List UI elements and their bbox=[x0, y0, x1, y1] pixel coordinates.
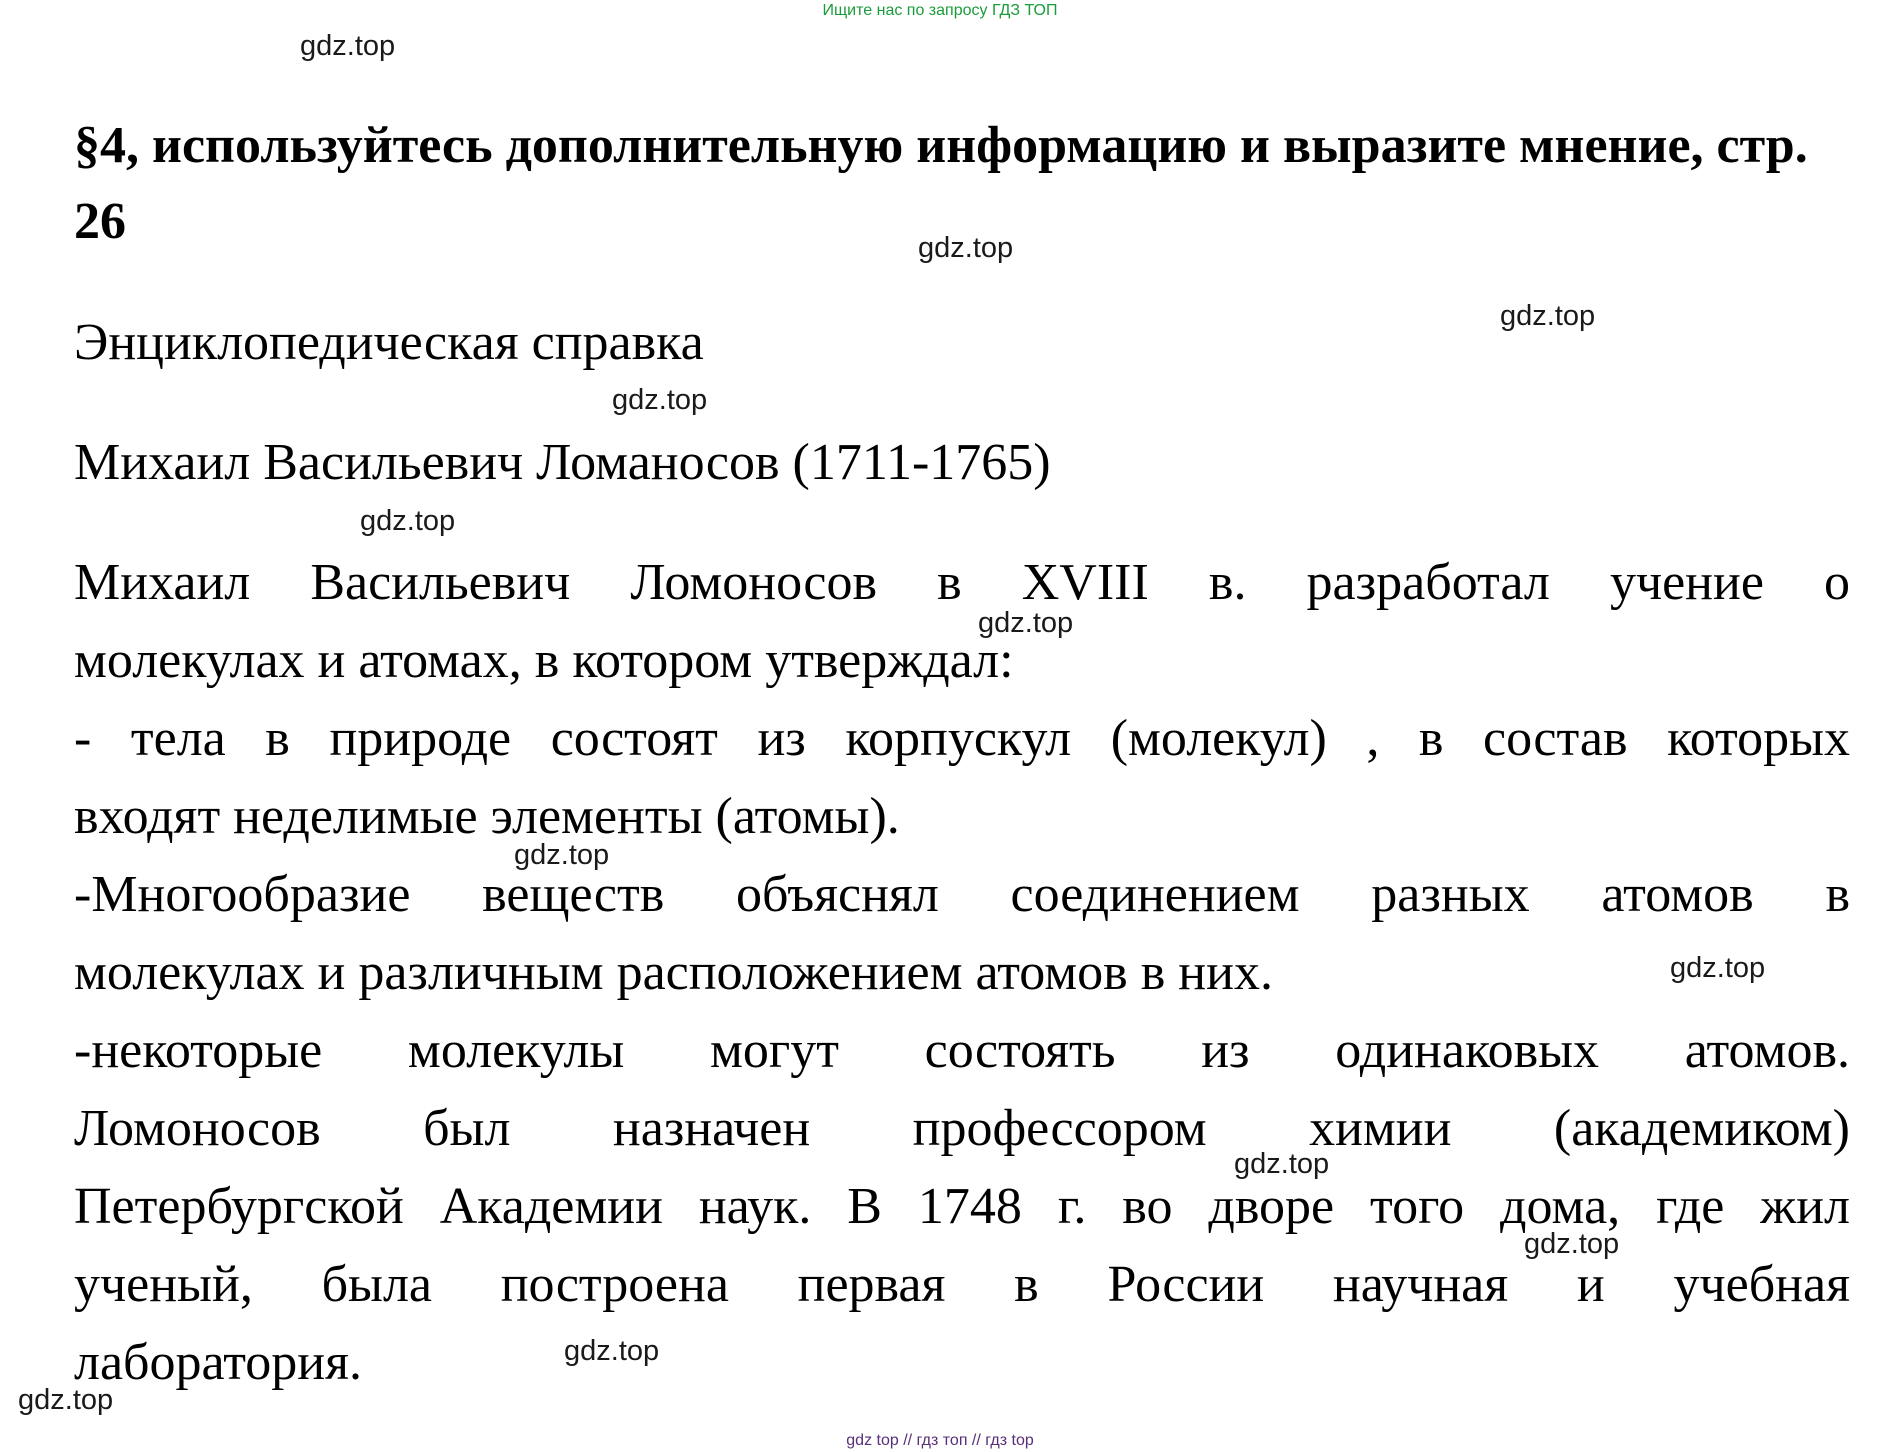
body-line: молекулах и различным расположением атомов в них. bbox=[74, 944, 1273, 1001]
watermark: gdz.top bbox=[1500, 300, 1596, 332]
watermark: gdz.top bbox=[1670, 952, 1766, 984]
body-line: молекулах и атомах, в котором утверждал: bbox=[74, 632, 1014, 689]
body-line: - тела в природе состоят из корпускул (молекул) , в состав которых bbox=[74, 710, 1850, 767]
footer-links: gdz top // гдз топ // гдз top bbox=[846, 1432, 1034, 1449]
top-banner: Ищите нас по запросу ГДЗ ТОП bbox=[822, 2, 1058, 19]
body-line: лаборатория. bbox=[74, 1334, 363, 1391]
body-line: Петербургской Академии наук. В 1748 г. во дворе того дома, где жил bbox=[74, 1178, 1850, 1235]
page-title: §4, используйтесь дополнительную информацию и выразите мнение, стр. 26 bbox=[74, 117, 1808, 250]
watermark: gdz.top bbox=[978, 607, 1074, 639]
watermark: gdz.top bbox=[564, 1335, 660, 1367]
body-line: -некоторые молекулы могут состоять из одинаковых атомов. bbox=[74, 1022, 1850, 1079]
watermark: gdz.top bbox=[1234, 1148, 1330, 1180]
body-line: входят неделимые элементы (атомы). bbox=[74, 788, 900, 845]
body-line: -Многообразие веществ объяснял соединением разных атомов в bbox=[74, 866, 1850, 923]
watermark: gdz.top bbox=[918, 232, 1014, 264]
person-name: Михаил Васильевич Ломаносов (1711-1765) bbox=[74, 434, 1051, 491]
watermark: gdz.top bbox=[18, 1384, 114, 1416]
watermark: gdz.top bbox=[300, 30, 396, 62]
body-line: Михаил Васильевич Ломоносов в XVIII в. разработал учение о bbox=[74, 554, 1850, 611]
watermark: gdz.top bbox=[360, 505, 456, 537]
watermark: gdz.top bbox=[1524, 1228, 1620, 1260]
watermark: gdz.top bbox=[514, 839, 610, 871]
body-line: Ломоносов был назначен профессором химии (академиком) bbox=[74, 1100, 1850, 1157]
watermark: gdz.top bbox=[612, 384, 708, 416]
body-line: ученый, была построена первая в России научная и учебная bbox=[74, 1256, 1850, 1313]
section-title: Энциклопедическая справка bbox=[74, 314, 704, 371]
